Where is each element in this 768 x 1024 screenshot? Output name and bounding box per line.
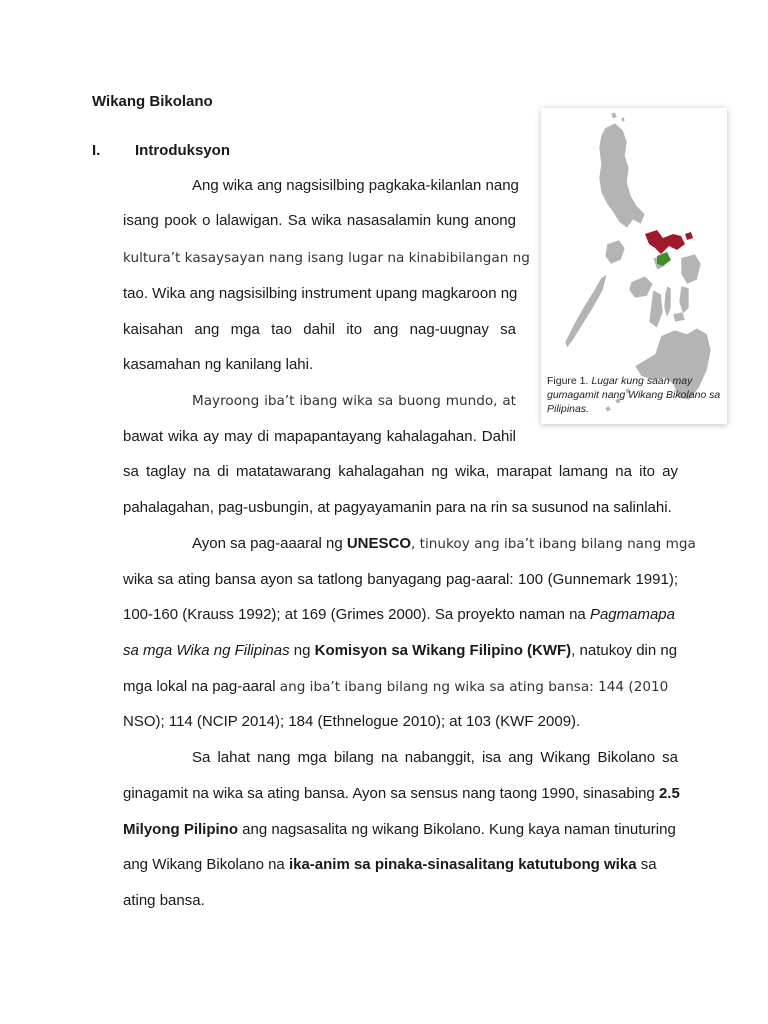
section-number: I. bbox=[92, 142, 101, 159]
p3-l1-c: , tinukoy ang iba’t ibang bilang nang mga bbox=[411, 536, 696, 552]
p3-line-4 bbox=[123, 641, 678, 661]
p2-line-1: Mayroong iba’t ibang wika sa buong mundo, at bbox=[192, 393, 516, 409]
map-bicol-green-highlight bbox=[657, 252, 671, 266]
map-panay bbox=[629, 276, 653, 298]
map-catanduanes-highlight bbox=[685, 232, 693, 240]
p3-line-2: wika sa ating bansa ayon sa tatlong banyagang pag-aaral: 100 (Gunnemark 1991); bbox=[123, 571, 678, 588]
p1-line-6: kasamahan ng kanilang lahi. bbox=[123, 356, 314, 373]
p3-line-6: NSO); 114 (NCIP 2014); 184 (Ethnelogue 2010); at 103 (KWF 2009). bbox=[123, 713, 581, 730]
p3-l3-a: 100-160 (Krauss 1992); at 169 (Grimes 2000). Sa proyekto naman na bbox=[123, 606, 590, 623]
p3-l5-b: ang iba’t ibang bilang ng wika sa ating bansa: 144 (2010 bbox=[279, 679, 669, 695]
p4-l4-bold: ika-anim sa pinaka-sinasalitang katutubong wika bbox=[288, 856, 637, 873]
p3-l3-italic: Pagmamapa bbox=[589, 606, 675, 623]
p4-line-1: Sa lahat nang mga bilang na nabanggit, isa ang Wikang Bikolano sa bbox=[192, 749, 678, 766]
p4-l2-a: ginagamit na wika sa ating bansa. Ayon sa sensus nang taong 1990, sinasabing bbox=[123, 785, 659, 802]
p3-l4-d: , natukoy din ng bbox=[571, 642, 678, 659]
map-luzon bbox=[599, 123, 645, 228]
p1-line-1: Ang wika ang nagsisilbing pagkaka-kilanlan nang bbox=[192, 177, 519, 194]
map-bicol-highlight bbox=[645, 230, 685, 254]
p3-l5-a: mga lokal na pag-aaral bbox=[123, 678, 280, 695]
p4-line-5: ating bansa. bbox=[123, 892, 205, 909]
p3-line-1 bbox=[192, 534, 747, 554]
p2-line-4: pahalagahan, pag-usbungin, at pagyayamanin para na rin sa susunod na salinlahi. bbox=[123, 499, 672, 516]
unesco-bold: UNESCO bbox=[346, 535, 412, 552]
p4-l3-b: ang nagsasalita ng wikang Bikolano. Kung kaya naman tinuturing bbox=[238, 821, 676, 838]
figure-caption bbox=[547, 374, 733, 416]
map-cebu bbox=[664, 286, 671, 318]
p1-line-2: isang pook o lalawigan. Sa wika nasasalamin kung anong bbox=[123, 212, 516, 229]
p4-l3-bold: Milyong Pilipino bbox=[123, 821, 238, 838]
p1-line-4: tao. Wika ang nagsisilbing instrument upang magkaroon ng bbox=[123, 285, 518, 302]
map-negros bbox=[649, 290, 663, 328]
p1-line-5: kaisahan ang mga tao dahil ito ang nag-uugnay sa bbox=[123, 321, 516, 338]
p3-l4-b: ng bbox=[289, 642, 315, 659]
caption-prefix: Figure 1. bbox=[547, 375, 589, 387]
p4-l4-c: sa bbox=[636, 856, 657, 873]
p4-line-4 bbox=[123, 855, 678, 875]
p3-line-3 bbox=[123, 605, 678, 625]
p4-line-2 bbox=[123, 784, 678, 804]
caption-text: Lugar kung saan may gumagamit nang Wikang Bikolano sa Pilipinas. bbox=[547, 375, 721, 415]
map-luzon-north-islands bbox=[611, 112, 625, 122]
section-label: Introduksyon bbox=[135, 142, 231, 159]
p2-line-2: bawat wika ay may di mapapantayang kahalagahan. Dahil bbox=[123, 428, 516, 445]
map-mindoro bbox=[605, 240, 625, 264]
p3-line-5 bbox=[123, 677, 678, 697]
p3-l1-a: Ayon sa pag-aaaral ng bbox=[192, 535, 347, 552]
p4-line-3 bbox=[123, 820, 678, 840]
document-title: Wikang Bikolano bbox=[92, 93, 213, 110]
p4-l4-a: ang Wikang Bikolano na bbox=[123, 856, 289, 873]
p3-l4-italic: sa mga Wika ng Filipinas bbox=[123, 642, 290, 659]
p4-l2-bold: 2.5 bbox=[658, 785, 680, 802]
p1-line-3: kultura’t kasaysayan nang isang lugar na kinabibilangan ng bbox=[123, 250, 530, 266]
kwf-bold: Komisyon sa Wikang Filipino (KWF) bbox=[314, 642, 572, 659]
map-samar bbox=[681, 254, 701, 284]
map-leyte bbox=[679, 286, 689, 314]
map-palawan bbox=[565, 274, 607, 348]
p2-line-3: sa taglay na di matatawarang kahalagahan ng wika, marapat lamang na ito ay bbox=[123, 463, 678, 480]
